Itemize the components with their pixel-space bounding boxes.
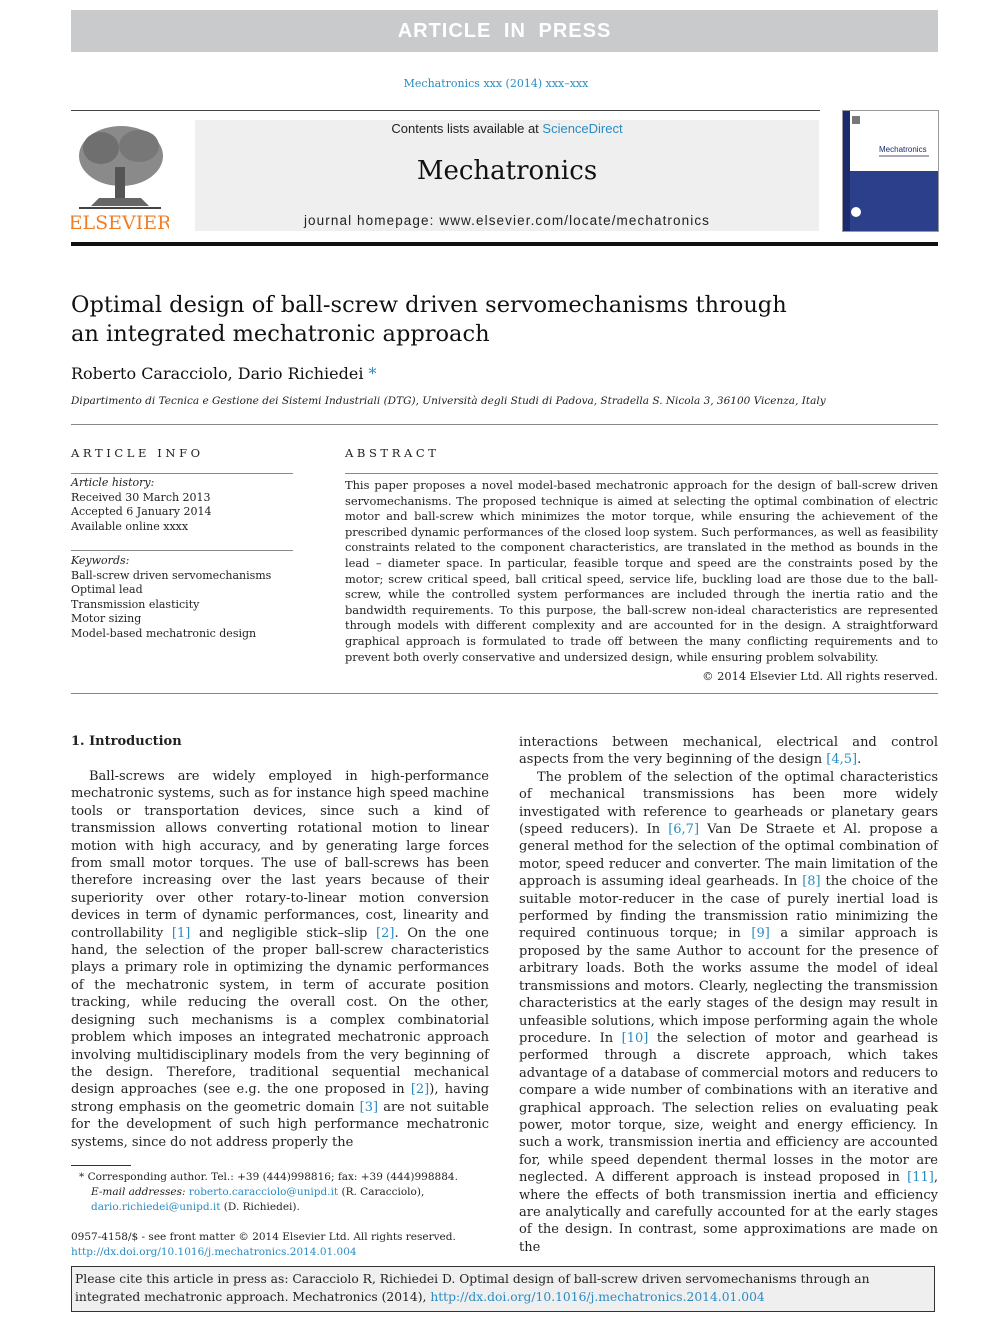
keyword: Transmission elasticity — [71, 597, 200, 611]
homepage-link[interactable]: www.elsevier.com/locate/mechatronics — [439, 213, 711, 228]
sciencedirect-link[interactable]: ScienceDirect — [542, 121, 623, 136]
contents-prefix: Contents lists available at — [391, 121, 543, 136]
cite-text: Please cite this article in press as: Caracciolo R, Richiedei D. Optimal design of ball-screw driven servomechanisms through an integrated mechatronic approach. Mechatronics (2014), — [75, 1272, 870, 1304]
keyword: Optimal lead — [71, 583, 143, 596]
article-info-heading: ARTICLE INFO — [71, 446, 204, 460]
intro-column-1 — [71, 768, 489, 1151]
email-label: E-mail addresses: — [91, 1186, 186, 1198]
citation-reference-link[interactable]: [10] — [621, 1030, 649, 1046]
citation-reference-link[interactable]: [2] — [410, 1082, 430, 1098]
article-title-line2: an integrated mechatronic approach — [71, 321, 490, 347]
rule — [71, 550, 293, 551]
body-text: and negligible stick–slip — [190, 925, 377, 941]
footnote-mark: * — [79, 1171, 85, 1183]
header-thick-rule — [71, 242, 938, 246]
body-text: are not suitable for the development of such high performance mechatronic systems, since do not address properly the — [71, 1099, 489, 1150]
author-names: Roberto Caracciolo, Dario Richiedei — [71, 364, 364, 383]
email-owner: (D. Richiedei). — [220, 1201, 300, 1213]
journal-cover-thumbnail[interactable] — [842, 110, 939, 232]
abstract-heading: ABSTRACT — [345, 446, 440, 460]
doi-link[interactable]: http://dx.doi.org/10.1016/j.mechatronics.2014.01.004 — [71, 1246, 357, 1258]
body-text: . On the one hand, the selection of the proper ball-screw characteristics plays a primary role in optimizing the dynamic performances of the mechatronic system, in term of accurate position tracking, while reducing the overall cost. On the other, designing such mechanisms is a complex combinatorial problem which imposes an integrated mechatronic approach involving multidisciplinary models from the very beginning of the design. Therefore, traditional sequential mechanical design approaches (see e.g. the one proposed in — [71, 925, 489, 1098]
body-text: . — [857, 752, 862, 768]
keywords-label: Keywords: — [71, 554, 130, 567]
cover-title: Mechatronics — [879, 145, 927, 154]
journal-citation-link[interactable]: Mechatronics xxx (2014) xxx–xxx — [403, 77, 589, 90]
citation-reference-link[interactable]: [11] — [907, 1170, 934, 1186]
history-label: Article history: — [71, 476, 155, 489]
body-text: a similar approach is proposed by the same Author to account for the presence of arbitrary loads. Both the works assume the model of ideal transmissions and motors. Clearly, neglecting the transmission characteristics at the early stages of the design may result in unfeasible solutions, which impose performing again the whole procedure. In — [519, 926, 938, 1046]
body-text: The problem of the selection of the optimal characteristics of mechanical transmissions has been more widely investigated with reference to gearheads or planetary gears (speed reducers). In — [519, 769, 938, 838]
body-text: , where the effects of both transmission inertia and efficiency are analytically and carefully accounted for at the early stages of the design. In contrast, some approximations are made on the — [519, 1170, 938, 1255]
citation-reference-link[interactable]: [4,5] — [826, 752, 858, 768]
history-online: Available online xxxx — [71, 519, 189, 533]
contents-line — [195, 121, 819, 136]
corresponding-author-mark[interactable]: * — [368, 364, 377, 383]
article-history — [71, 476, 293, 534]
affiliation: Dipartimento di Tecnica e Gestione dei Sistemi Industriali (DTG), Università degli Studi di Padova, Stradella S. Nicola 3, 36100 Vicenza, Italy — [71, 395, 826, 407]
email-link[interactable]: dario.richiedei@unipd.it — [91, 1201, 221, 1213]
copyright: © 2014 Elsevier Ltd. All rights reserved. — [702, 669, 938, 683]
article-title-line1: Optimal design of ball-screw driven servomechanisms through — [71, 292, 787, 318]
history-received: Received 30 March 2013 — [71, 490, 211, 504]
rule — [345, 473, 938, 474]
keyword: Ball-screw driven servomechanisms — [71, 568, 272, 582]
citation-reference-link[interactable]: [9] — [751, 926, 770, 942]
intro-paragraph — [519, 769, 938, 1256]
corresponding-author-note: Corresponding author. Tel.: +39 (444)998816; fax: +39 (444)998884. — [84, 1171, 458, 1183]
elsevier-wordmark: ELSEVIER — [71, 212, 169, 232]
intro-paragraph — [519, 734, 938, 769]
elsevier-tree-icon — [71, 122, 169, 232]
article-title — [71, 291, 871, 349]
article-in-press-banner: ARTICLE IN PRESS — [71, 10, 938, 52]
intro-column-2 — [519, 734, 938, 1256]
cite-this-article-box — [71, 1266, 935, 1312]
history-accepted: Accepted 6 January 2014 — [71, 505, 212, 518]
footnote-rule — [71, 1165, 131, 1166]
citation-reference-link[interactable]: [2] — [376, 925, 395, 941]
header-rule — [71, 110, 820, 111]
journal-homepage — [195, 213, 819, 228]
body-text: Van De Straete et Al. propose a general method for the selection of the optimal combination of motor, speed reducer and converter. The main limitation of the approach is assuming ideal gearheads. In — [519, 822, 938, 890]
email-link[interactable]: roberto.caracciolo@unipd.it — [188, 1186, 339, 1198]
keywords — [71, 554, 293, 641]
rule — [71, 693, 938, 694]
journal-title[interactable]: Mechatronics — [416, 156, 598, 186]
body-text: ), having strong emphasis on the geometric domain — [71, 1082, 490, 1115]
email-owner: (R. Caracciolo), — [338, 1186, 425, 1198]
issn-line: 0957-4158/$ - see front matter © 2014 Elsevier Ltd. All rights reserved. — [71, 1231, 456, 1243]
citation-reference-link[interactable]: [1] — [171, 925, 191, 941]
body-text: the choice of the suitable motor-reducer in the case of purely inertial load is performed by finding the transmission ratio minimizing the required continuous torque; in — [519, 874, 939, 942]
issn-block — [71, 1230, 456, 1260]
abstract-text: This paper proposes a novel model-based mechatronic approach for the design of ball-screw driven servomechanisms. The proposed technique is aimed at selecting the optimal combination of electric motor and ball-screw which minimizes the motor torque, while ensuring the achievement of the prescribed dynamic performances of the closed loop system. Such performances, as well as feasibility constraints related to the component characteristics, are translated in the method as bounds in the lead – diameter space. In particular, feasible torque and speed are the constraints posed by the motor; screw critical speed, ball critical speed, service life, buckling load are those due to the ball-screw, while the controlled system performances are included through the inertia ratio and the bandwidth requirements. To this purpose, the ball-screw non-ideal characteristics are represented through models with different complexity and are accounted for in the design. A straightforward graphical approach is formulated to trade off between the many conflicting requirements and to prevent both overly conservative and undersized design, while ensuring problem solvability. — [345, 478, 938, 664]
body-text: Ball-screws are widely employed in high-performance mechatronic systems, such as for instance high speed machine tools or transportation devices, since such a kind of transmission allows converting rotational motion to linear motion with high accuracy, and by generating large forces from small motor torques. The use of ball-screws has been therefore increasing over the last years because of their superiority over other rotary-to-linear motion conversion devices in term of dynamic performances, cost, linearity and controllability — [71, 769, 489, 941]
section-heading: 1. Introduction — [71, 734, 182, 749]
rule — [71, 473, 293, 474]
keyword: Model-based mechatronic design — [71, 626, 257, 640]
citation-reference-link[interactable]: [6,7] — [668, 822, 700, 838]
footnote — [71, 1170, 489, 1215]
homepage-prefix: journal homepage: — [303, 213, 440, 228]
elsevier-logo — [71, 122, 169, 232]
authors — [71, 364, 377, 383]
body-text: the selection of motor and gearhead is performed through a discrete approach, which takes advantage of a database of commercial motors and reducers to compare a wide number of combinations with an iterative and graphical approach. The selection relies on evaluating peak power, motor torque, size, weight and energy efficiency. In such a work, transmission inertia and efficiency are accounted for, while speed dependent thermal losses in the motor are neglected. A different approach is instead proposed in — [519, 1030, 938, 1186]
keyword: Motor sizing — [71, 612, 142, 625]
citation-reference-link[interactable]: [8] — [802, 874, 821, 890]
citation-reference-link[interactable]: [3] — [359, 1099, 379, 1115]
body-text: interactions between mechanical, electrical and control aspects from the very beginning of the design — [519, 735, 938, 768]
rule — [71, 424, 938, 425]
cite-doi-link[interactable]: http://dx.doi.org/10.1016/j.mechatronics.2014.01.004 — [430, 1290, 765, 1304]
